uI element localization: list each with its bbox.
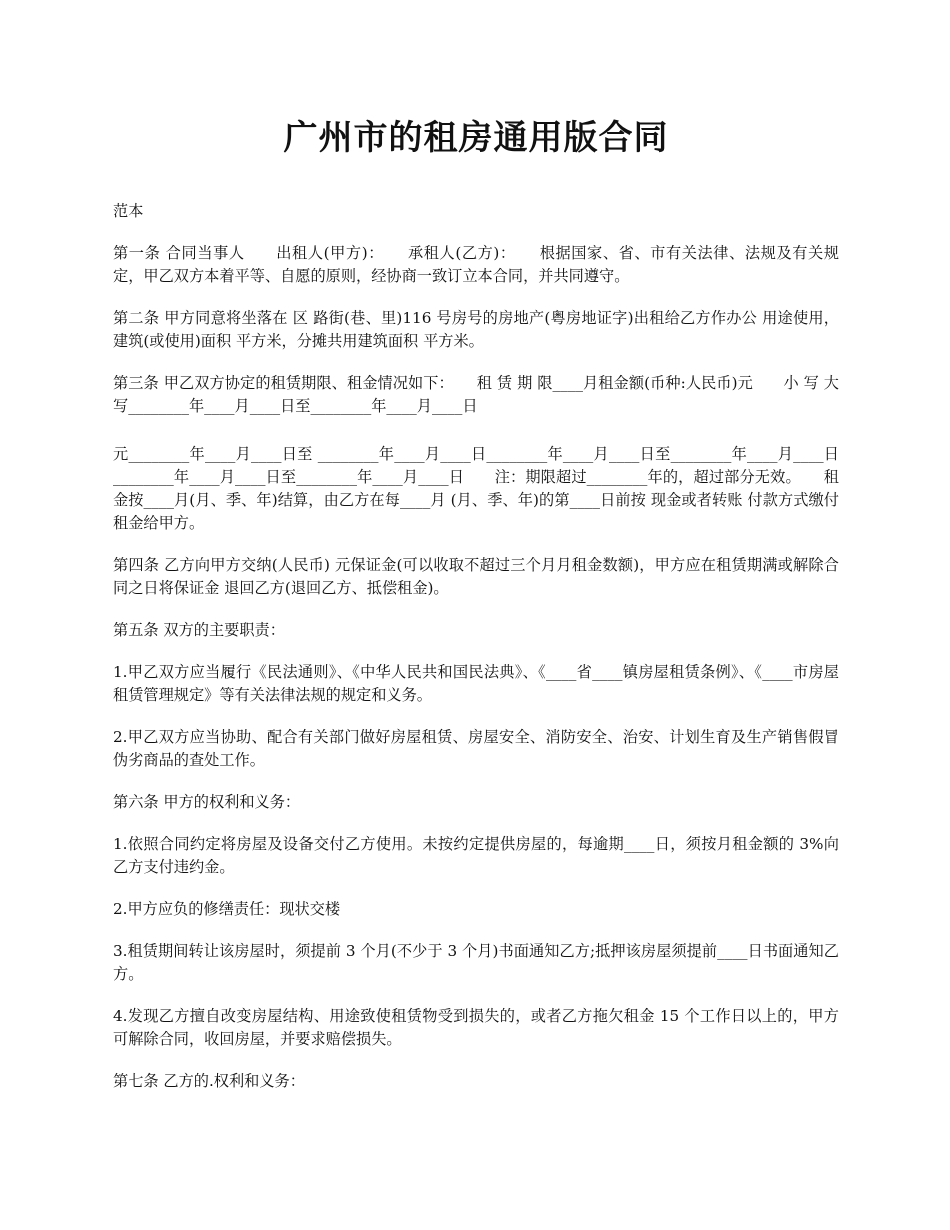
paragraph-article-5-item-1: 1.甲乙双方应当履行《民法通则》、《中华人民共和国民法典》、《____省____镇房屋租赁条例》、《____市房屋租赁管理规定》等有关法律法规的规定和义务。 — [113, 663, 839, 704]
paragraph-article-6-item-2: 2.甲方应负的修缮责任：现状交楼 — [113, 900, 341, 918]
paragraph-article-3-rent-schedule: 元________年____月____日至 ________年____月____日________年____月____日至________年____月____日________年____月____日至________年____月____日 注：期限超过________年的，超过部分无效。 租金按____月(月、季、年)结算，由乙方在每____月 (月、季、年)的第____日前按 现金或者转账 付款方式缴付租金给甲方。 — [113, 445, 839, 532]
document-title: 广州市的租房通用版合同 — [283, 118, 669, 158]
paragraph-article-7-heading: 第七条 乙方的.权利和义务： — [113, 1072, 305, 1090]
paragraph-article-6-item-3: 3.租赁期间转让该房屋时，须提前 3 个月(不少于 3 个月)书面通知乙方;抵押该房屋须提前____日书面通知乙方。 — [113, 942, 839, 983]
paragraph-article-4-deposit: 第四条 乙方向甲方交纳(人民币) 元保证金(可以收取不超过三个月月租金数额)，甲方应在租赁期满或解除合同之日将保证金 退回乙方(退回乙方、抵偿租金)。 — [113, 556, 839, 597]
document-page — [113, 110, 839, 1112]
paragraph-article-6-heading: 第六条 甲方的权利和义务： — [113, 793, 301, 811]
paragraph-article-6-item-1: 1.依照合同约定将房屋及设备交付乙方使用。未按约定提供房屋的，每逾期____日，须按月租金额的 3%向乙方支付违约金。 — [113, 835, 839, 876]
paragraph-article-6-item-4: 4.发现乙方擅自改变房屋结构、用途致使租赁物受到损失的，或者乙方拖欠租金 15 个工作日以上的，甲方可解除合同，收回房屋，并要求赔偿损失。 — [113, 1007, 839, 1048]
paragraph-article-1-parties: 第一条 合同当事人 出租人(甲方)： 承租人(乙方)： 根据国家、省、市有关法律、法规及有关规定，甲乙双方本着平等、自愿的原则，经协商一致订立本合同，并共同遵守。 — [113, 244, 839, 285]
paragraph-template-note: 范本 — [113, 202, 144, 220]
paragraph-article-3-term-rent: 第三条 甲乙双方协定的租赁期限、租金情况如下： 租 赁 期 限____月租金额(币种:人民币)元 小 写 大 写________年____月____日至________年____月____日 — [113, 374, 839, 415]
paragraph-article-5-heading: 第五条 双方的主要职责： — [113, 621, 285, 639]
paragraph-article-2-property: 第二条 甲方同意将坐落在 区 路街(巷、里)116 号房号的房地产(粤房地证字)出租给乙方作办公 用途使用，建筑(或使用)面积 平方米，分摊共用建筑面积 平方米。 — [113, 309, 839, 350]
paragraph-article-5-item-2: 2.甲乙双方应当协助、配合有关部门做好房屋租赁、房屋安全、消防安全、治安、计划生育及生产销售假冒伪劣商品的查处工作。 — [113, 728, 839, 769]
